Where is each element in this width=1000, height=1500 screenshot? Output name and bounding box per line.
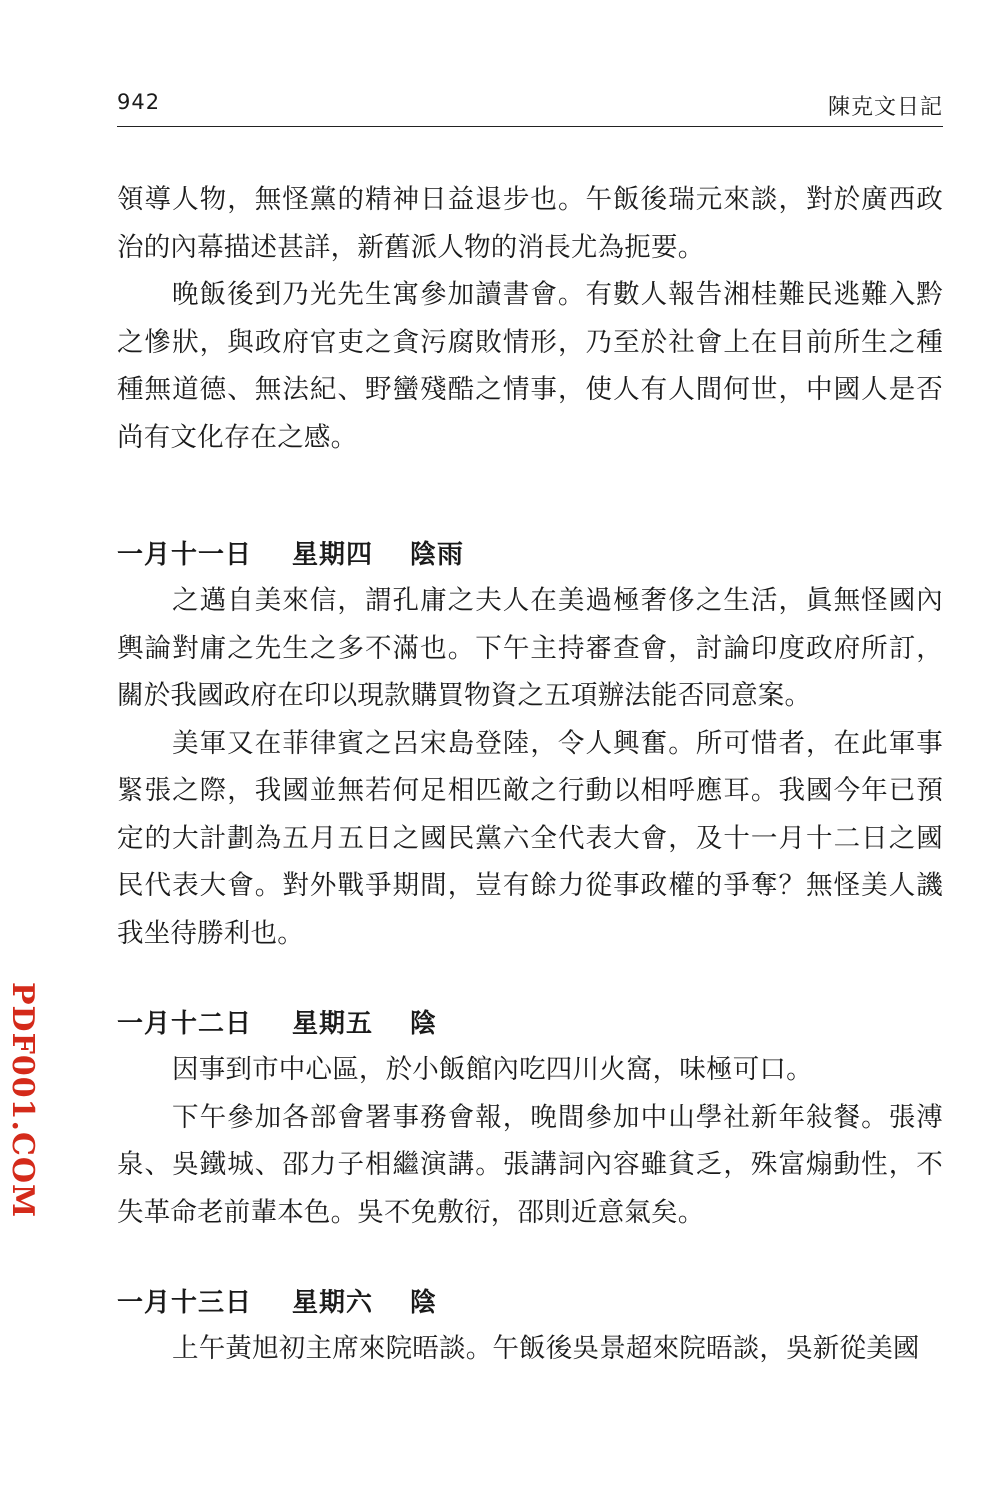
diary-entry	[117, 533, 943, 957]
diary-entry	[117, 1002, 943, 1236]
watermark: PDF001.COM	[5, 982, 40, 1219]
paragraph: 因事到市中心區，於小飯館內吃四川火窩，味極可口。	[172, 1054, 813, 1085]
paragraph: 領導人物，無怪黨的精神日益退步也。午飯後瑞元來談，對於廣西政治的內幕描述甚詳，新舊派人物的消長尤為扼要。	[117, 184, 943, 263]
entry-date: 一月十一日	[117, 540, 253, 570]
entry-weekday: 星期四	[292, 540, 374, 570]
entry-heading	[117, 533, 943, 577]
paragraph: 上午黃旭初主席來院晤談。午飯後吳景超來院晤談，吳新從美國	[172, 1333, 920, 1364]
entry-weather: 陰	[410, 1009, 438, 1039]
paragraph: 下午參加各部會署事務會報，晚間參加中山學社新年敍餐。張溥泉、吳鐵城、邵力子相繼演講。張講詞內容雖貧乏，殊富煽動性，不失革命老前輩本色。吳不免敷衍，邵則近意氣矣。	[117, 1101, 943, 1228]
running-title: 陳克文日記	[827, 95, 943, 120]
paragraph: 之邁自美來信，謂孔庸之夫人在美過極奢侈之生活，眞無怪國內輿論對庸之先生之多不滿也。下午主持審查會，討論印度政府所訂，關於我國政府在印以現款購買物資之五項辦法能否同意案。	[117, 585, 943, 711]
diary-entry	[117, 1281, 943, 1373]
entry-weekday: 星期六	[292, 1288, 374, 1318]
entry-heading	[117, 1281, 943, 1325]
entry-date: 一月十二日	[117, 1009, 253, 1039]
entry-heading	[117, 1002, 943, 1046]
entry-date: 一月十三日	[117, 1288, 253, 1318]
paragraph: 晚飯後到乃光先生寓參加讀書會。有數人報告湘桂難民逃難入黔之慘狀，與政府官吏之貪污腐敗情形，乃至於社會上在目前所生之種種無道德、無法紀、野蠻殘酷之情事，使人有人間何世，中國人是否尚有文化存在之感。	[117, 279, 943, 453]
entry-weather: 陰雨	[410, 540, 465, 570]
page-number: 942	[117, 90, 161, 114]
page-header	[117, 88, 943, 127]
entry-weather: 陰	[410, 1288, 438, 1318]
page-body	[117, 176, 943, 1373]
paragraph: 美軍又在菲律賓之呂宋島登陸，令人興奮。所可惜者，在此軍事緊張之際，我國並無若何足相匹敵之行動以相呼應耳。我國今年已預定的大計劃為五月五日之國民黨六全代表大會，及十一月十二日之國民代表大會。對外戰爭期間，豈有餘力從事政權的爭奪？無怪美人譏我坐待勝利也。	[117, 727, 943, 949]
entry-weekday: 星期五	[292, 1009, 374, 1039]
